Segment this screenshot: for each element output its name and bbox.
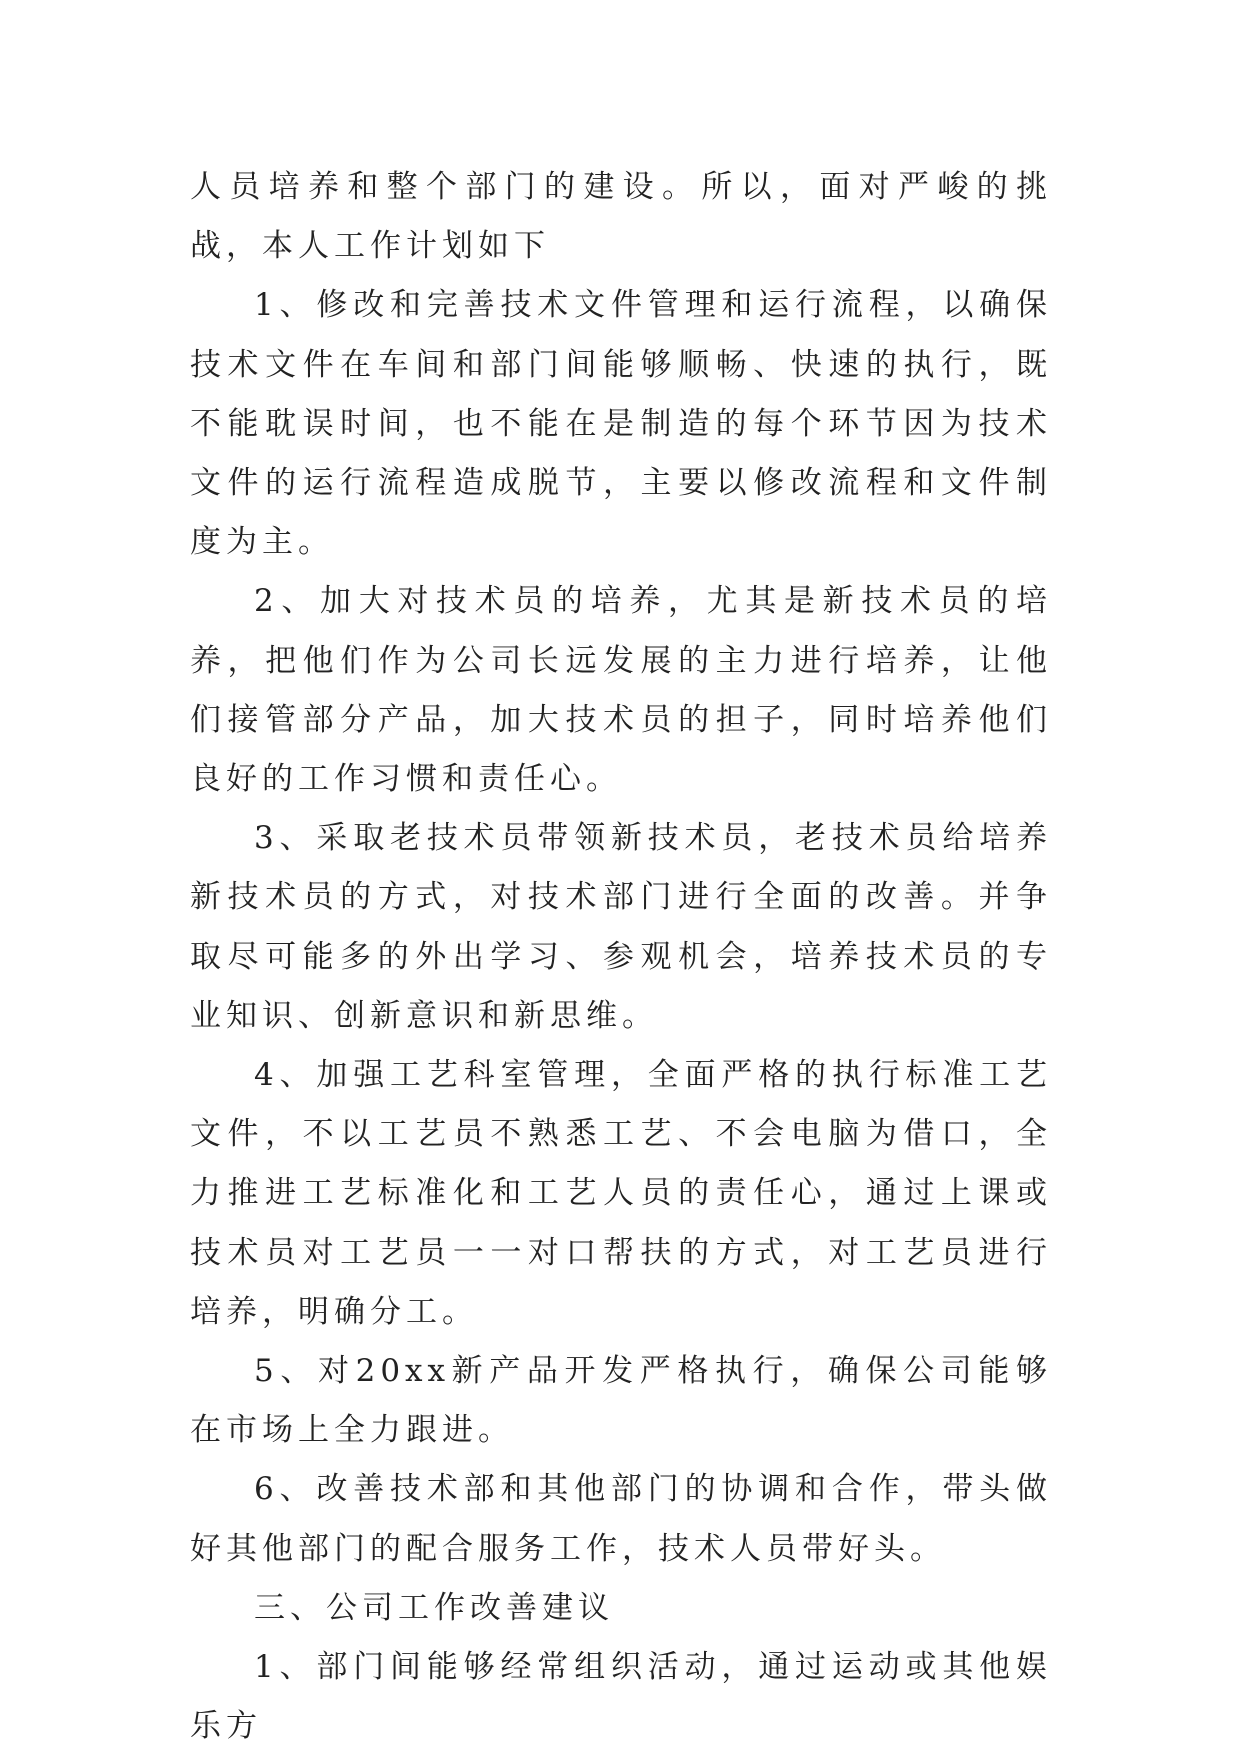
document-body xyxy=(190,158,1052,1756)
paragraph-item-2: 2、加大对技术员的培养，尤其是新技术员的培养，把他们作为公司长远发展的主力进行培养，让他们接管部分产品，加大技术员的担子，同时培养他们良好的工作习惯和责任心。 xyxy=(190,583,1052,798)
paragraph-item-3: 3、采取老技术员带领新技术员，老技术员给培养新技术员的方式，对技术部门进行全面的改善。并争取尽可能多的外出学习、参观机会，培养技术员的专业知识、创新意识和新思维。 xyxy=(190,820,1052,1034)
paragraph-item-4: 4、加强工艺科室管理，全面严格的执行标准工艺文件，不以工艺员不熟悉工艺、不会电脑为借口，全力推进工艺标准化和工艺人员的责任心，通过上课或技术员对工艺员一一对口帮扶的方式，对工艺员进行培养，明确分工。 xyxy=(190,1057,1052,1330)
paragraph-item-5: 5、对20xx新产品开发严格执行，确保公司能够在市场上全力跟进。 xyxy=(190,1353,1052,1449)
paragraph-suggestion-1: 1、部门间能够经常组织活动，通过运动或其他娱乐方 xyxy=(190,1649,1052,1745)
paragraph-item-1: 1、修改和完善技术文件管理和运行流程，以确保技术文件在车间和部门间能够顺畅、快速的执行，既不能耽误时间，也不能在是制造的每个环节因为技术文件的运行流程造成脱节，主要以修改流程和文件制度为主。 xyxy=(190,287,1052,561)
paragraph-item-6: 6、改善技术部和其他部门的协调和合作，带头做好其他部门的配合服务工作，技术人员带好头。 xyxy=(190,1471,1052,1567)
section-heading: 三、公司工作改善建议 xyxy=(254,1589,614,1626)
paragraph-intro-continuation: 人员培养和整个部门的建设。所以，面对严峻的挑战，本人工作计划如下 xyxy=(190,169,1052,265)
